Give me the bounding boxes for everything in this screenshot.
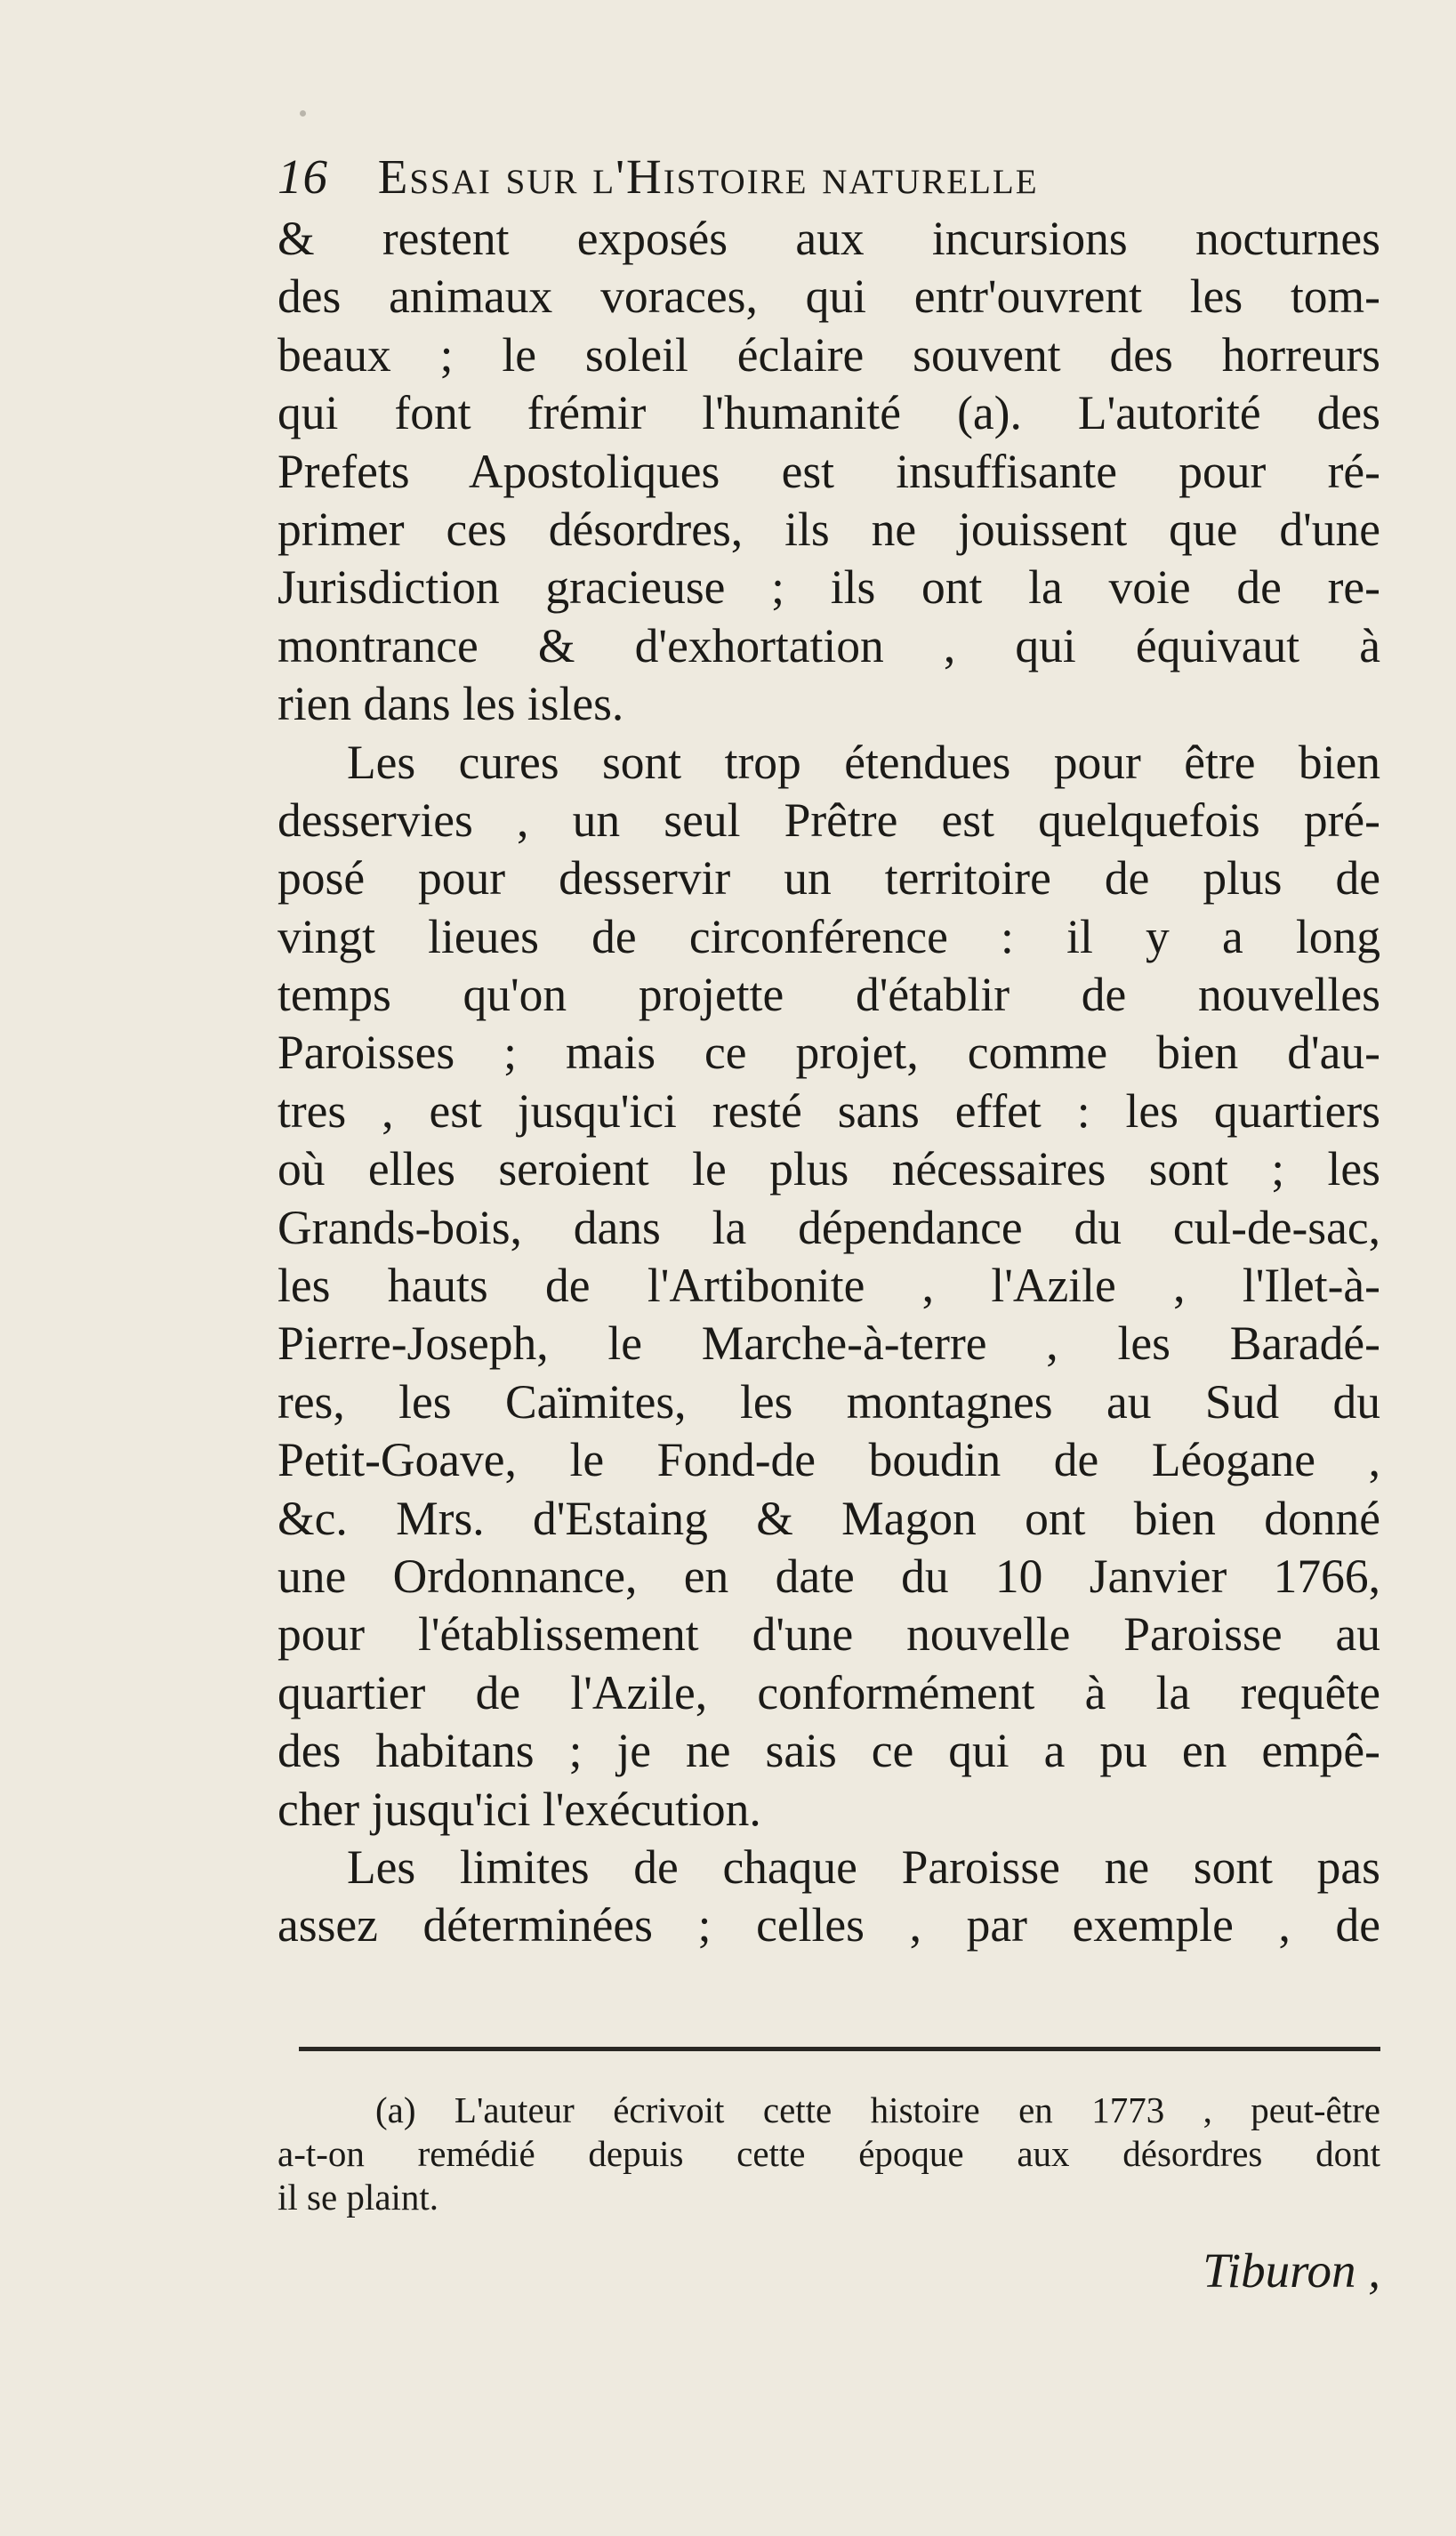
text-line: quartier de l'Azile, conformément à la requête (278, 1665, 1380, 1719)
text-line: posé pour desservir un territoire de plus de (278, 851, 1380, 906)
text-line: & restent exposés aux incursions nocturnes (278, 212, 1380, 265)
footnote-line: (a) L'auteur écrivoit cette histoire en 1773 , peut-être (375, 2089, 1380, 2130)
text-line: desservies , un seul Prêtre est quelquefois pré- (278, 793, 1380, 847)
running-head-title: Essai sur l'Histoire naturelle (377, 149, 1039, 204)
catchword: Tiburon , (1203, 2243, 1380, 2298)
text-line: les hauts de l'Artibonite , l'Azile , l'Ilet-à- (278, 1259, 1380, 1313)
text-line: res, les Caïmites, les montagnes au Sud du (278, 1374, 1380, 1429)
text-line: Grands-bois, dans la dépendance du cul-de-sac, (278, 1200, 1380, 1254)
text-line: temps qu'on projette d'établir de nouvelles (278, 968, 1380, 1022)
footnote-line: a-t-on remédié depuis cette époque aux désordres dont (278, 2133, 1380, 2174)
text-line: vingt lieues de circonférence : il y a long (278, 909, 1380, 963)
text-line: Jurisdiction gracieuse ; ils ont la voie de re- (278, 560, 1380, 615)
text-line: beaux ; le soleil éclaire souvent des horreurs (278, 327, 1380, 382)
text-line: des habitans ; je ne sais ce qui a pu en empê- (278, 1724, 1380, 1778)
text-line: qui font frémir l'humanité (a). L'autorité des (278, 386, 1380, 440)
text-line: cher jusqu'ici l'exécution. (278, 1782, 761, 1836)
body-text (278, 210, 1380, 1955)
paragraph-start-line: Les cures sont trop étendues pour être bien (347, 735, 1380, 789)
footnote-line: il se plaint. (278, 2177, 439, 2218)
text-line: primer ces désordres, ils ne jouissent que d'une (278, 502, 1380, 556)
paragraph-start-line: Les limites de chaque Paroisse ne sont pas (347, 1840, 1380, 1894)
text-line: des animaux voraces, qui entr'ouvrent les tom- (278, 270, 1380, 324)
footnote-rule (299, 2047, 1380, 2051)
text-line: Petit-Goave, le Fond-de boudin de Léogane , (278, 1433, 1380, 1487)
text-line: pour l'établissement d'une nouvelle Paroisse au (278, 1607, 1380, 1662)
text-line: Prefets Apostoliques est insuffisante pour ré- (278, 444, 1380, 498)
text-line: rien dans les isles. (278, 677, 624, 731)
text-line: une Ordonnance, en date du 10 Janvier 1766, (278, 1549, 1380, 1603)
page-number: 16 (278, 149, 328, 204)
running-head (278, 149, 1380, 205)
text-line: où elles seroient le plus nécessaires sont ; les (278, 1142, 1380, 1196)
text-line: montrance & d'exhortation , qui équivaut à (278, 618, 1380, 672)
text-line: assez déterminées ; celles , par exemple , de (278, 1898, 1380, 1952)
footnote (278, 2089, 1380, 2219)
text-line: tres , est jusqu'ici resté sans effet : les quartiers (278, 1083, 1380, 1138)
text-line: Paroisses ; mais ce projet, comme bien d'au- (278, 1026, 1380, 1080)
text-line: Pierre-Joseph, le Marche-à-terre , les Baradé- (278, 1316, 1380, 1371)
text-line: &c. Mrs. d'Estaing & Magon ont bien donné (278, 1491, 1380, 1545)
paper-speck (300, 110, 306, 117)
